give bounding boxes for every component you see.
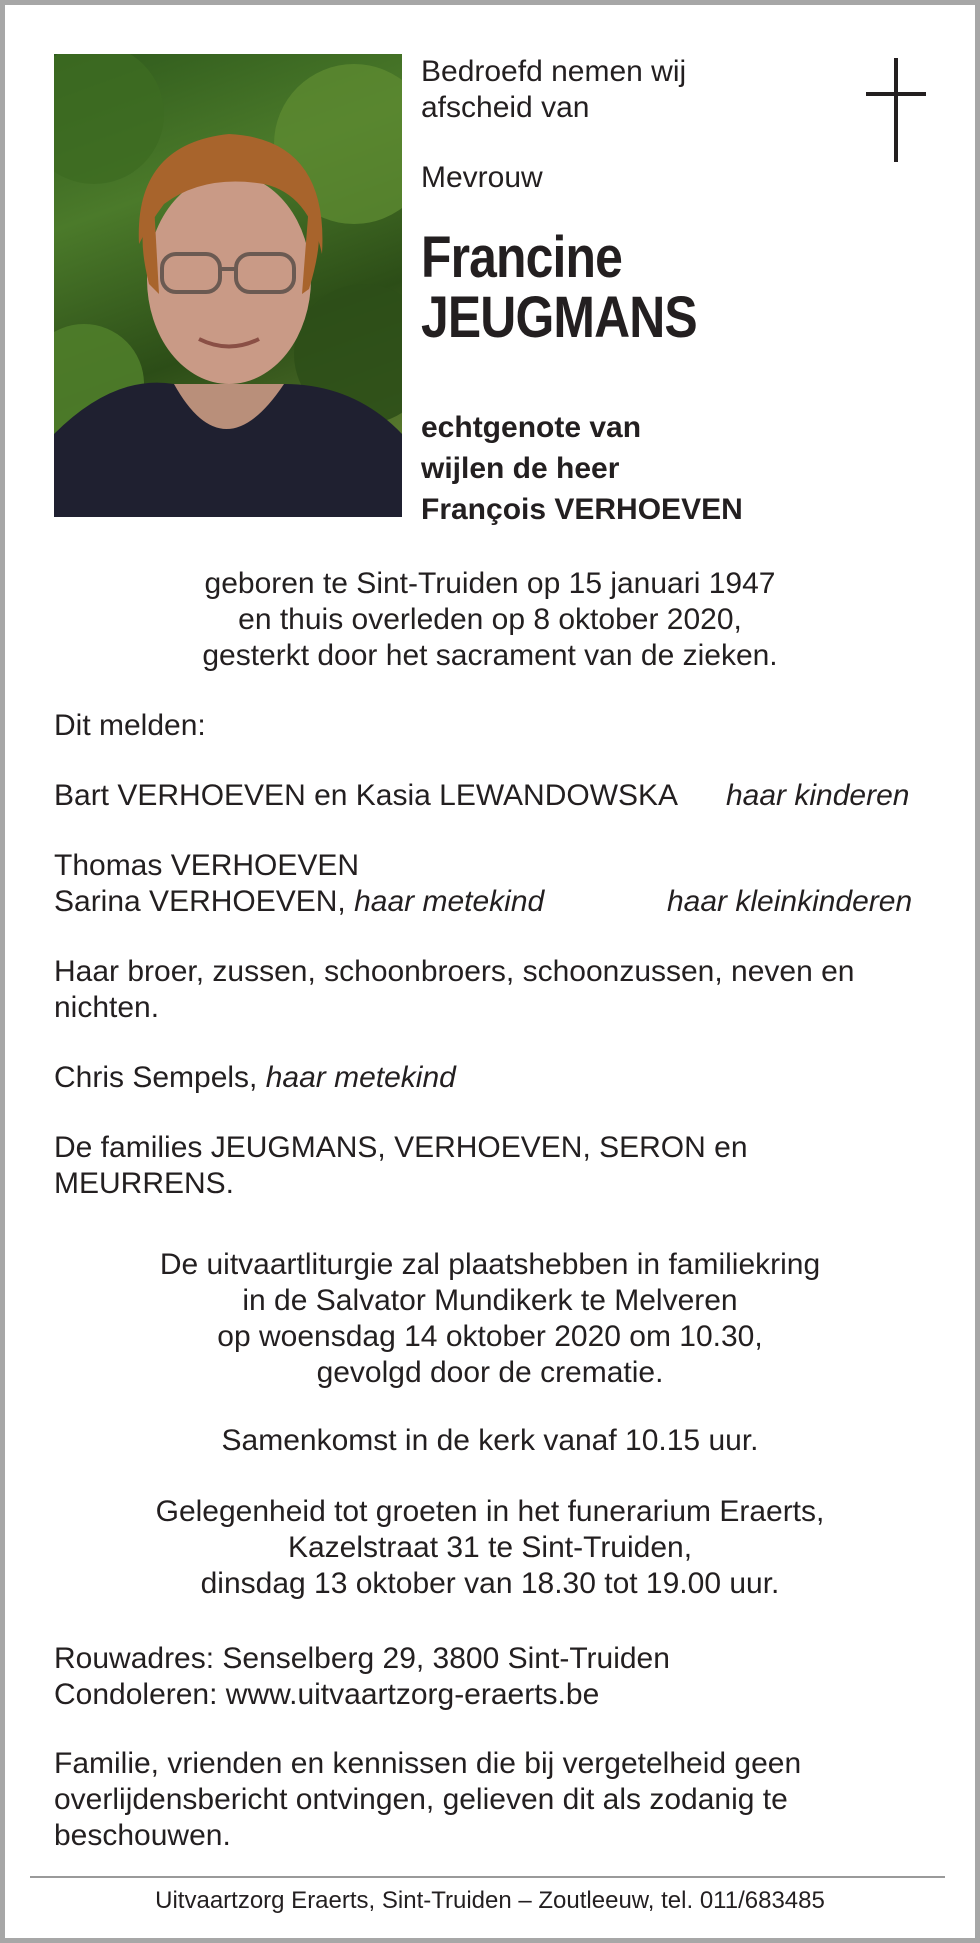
mourning-address: Rouwadres: Senselberg 29, 3800 Sint-Truiden: [54, 1642, 670, 1675]
grandchild-2: Sarina VERHOEVEN, haar metekind: [54, 885, 545, 918]
grandchildren-relation: haar kleinkinderen: [667, 885, 913, 918]
birth-death-block: geboren te Sint-Truiden op 15 januari 1947 en thuis overleden op 8 oktober 2020, gesterkt door het sacrament van de zieken.: [202, 567, 778, 672]
portrait-illustration: [54, 54, 402, 517]
first-name: Francine: [421, 225, 623, 290]
children-names: Bart VERHOEVEN en Kasia LEWANDOWSKA: [54, 779, 679, 812]
footer-text: Uitvaartzorg Eraerts, Sint-Truiden – Zoutleeuw, tel. 011/683485: [155, 1887, 825, 1914]
families-text: De families JEUGMANS, VERHOEVEN, SERON en MEURRENS.: [54, 1131, 748, 1200]
intro-text: Bedroefd nemen wij afscheid van: [421, 55, 687, 124]
last-name: JEUGMANS: [421, 285, 697, 350]
visitation-info: Gelegenheid tot groeten in het funerarium Eraerts, Kazelstraat 31 te Sint-Truiden, dinsdag 13 oktober van 18.30 tot 19.00 uur.: [155, 1495, 825, 1600]
salutation: Mevrouw: [421, 161, 543, 194]
funeral-liturgy: De uitvaartliturgie zal plaatshebben in familiekring in de Salvator Mundikerk te Melveren op woensdag 14 oktober 2020 om 10.30, gevolgd door de crematie.: [159, 1248, 821, 1389]
closing-note: Familie, vrienden en kennissen die bij vergetelheid geen overlijdensbericht ontvingen, gelieven dit als zodanig te beschouwen.: [54, 1747, 802, 1852]
footer-divider: [30, 1876, 945, 1878]
grandchild-1: Thomas VERHOEVEN: [54, 849, 360, 882]
siblings-text: Haar broer, zussen, schoonbroers, schoonzussen, neven en nichten.: [54, 955, 855, 1024]
children-relation: haar kinderen: [726, 779, 910, 812]
announcers-intro: Dit melden:: [54, 709, 206, 742]
latin-cross-icon: [866, 58, 926, 162]
godchild: Chris Sempels, haar metekind: [54, 1061, 456, 1094]
gathering-time: Samenkomst in de kerk vanaf 10.15 uur.: [221, 1424, 759, 1457]
contact-info: [54, 1641, 670, 1713]
condolences-link[interactable]: Condoleren: www.uitvaartzorg-eraerts.be: [54, 1678, 600, 1711]
deceased-name: [421, 225, 697, 350]
portrait-photo: [54, 54, 402, 517]
spouse-info: echtgenote van wijlen de heer François VERHOEVEN: [421, 411, 743, 526]
